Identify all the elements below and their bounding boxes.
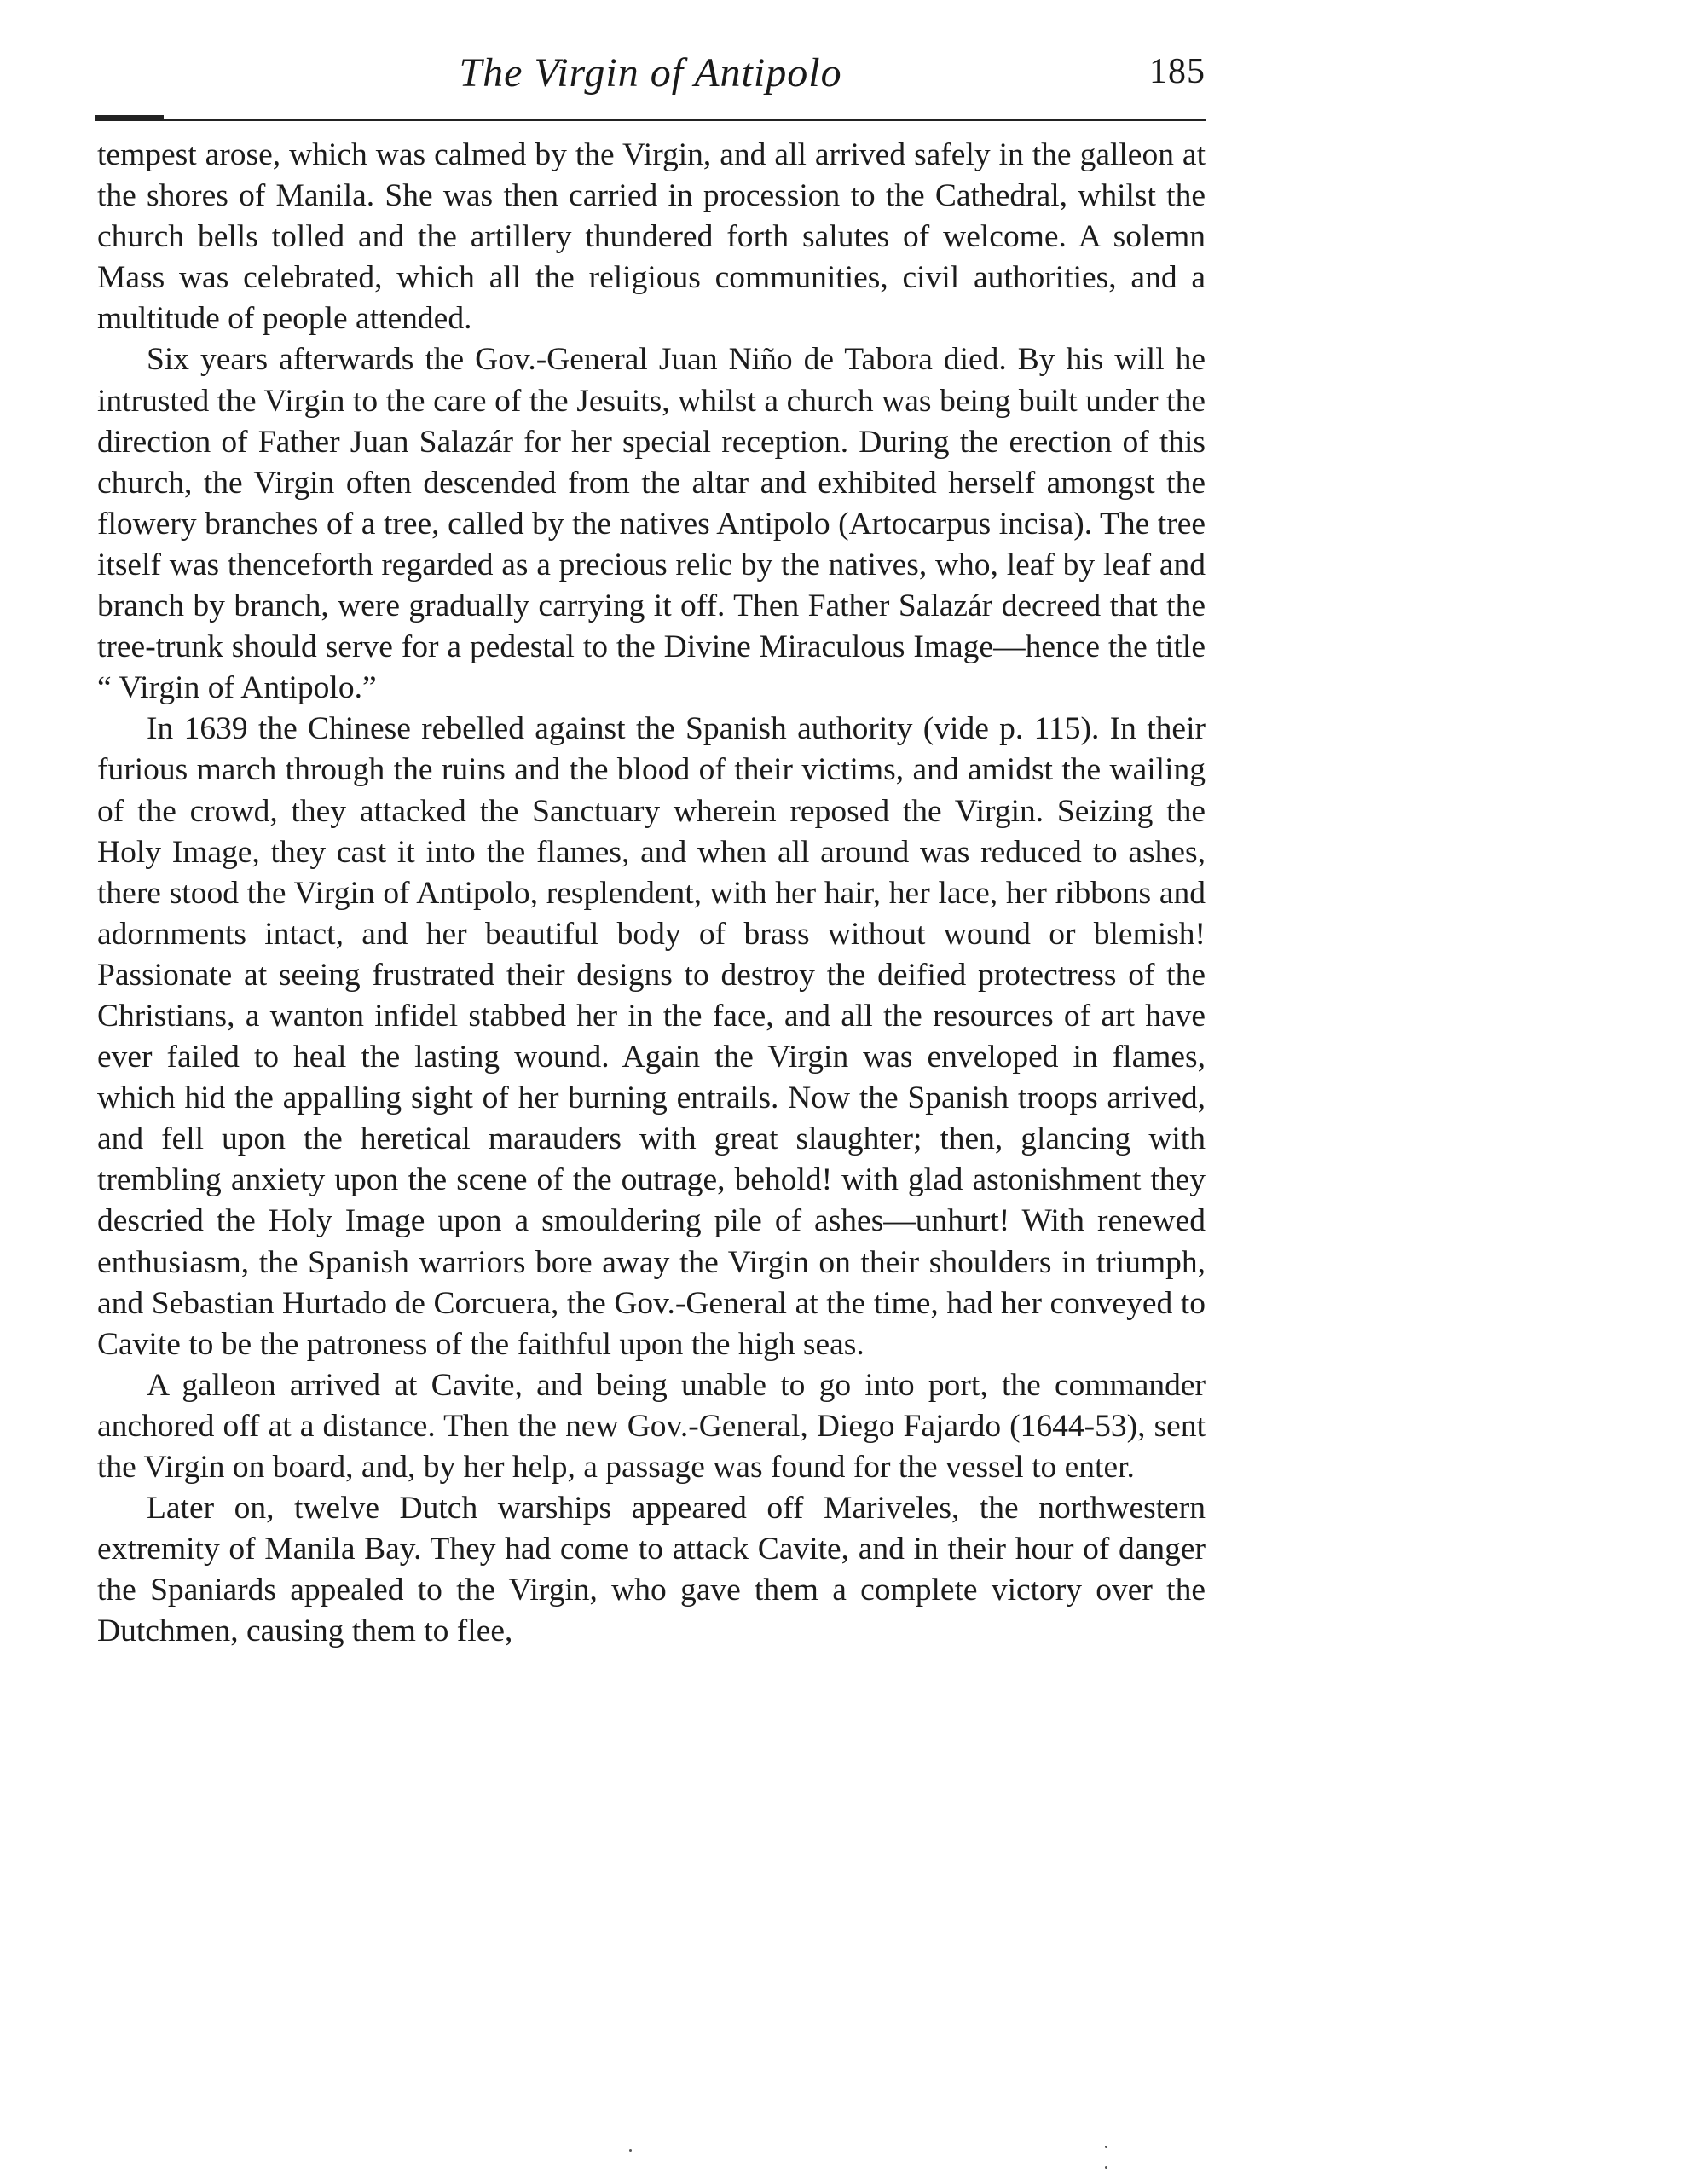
header-rule-mark	[95, 115, 164, 119]
paragraph-chinese-rebellion: In 1639 the Chinese rebelled against the Spanish authority (vide p. 115). In their furious march through the ruins and the blood of their victims, and amidst the wailing of the crowd, they attacked the Sanctuary wherein reposed the Virgin. Seizing the Holy Image, they cast it into the flames, and when all around was reduced to ashes, there stood the Virgin of Antipolo, resplendent, with her hair, her lace, her ribbons and adornments intact, and her beautiful body of brass without wound or blemish! Passionate at seeing frustrated their designs to destroy the deified protectress of the Christians, a wanton infidel stabbed her in the face, and all the resources of art have ever failed to heal the lasting wound. Again the Virgin was enveloped in flames, which hid the appalling sight of her burning entrails. Now the Spanish troops arrived, and fell upon the heretical marauders with great slaughter; then, glancing with trembling anxiety upon the scene of the outrage, behold! with glad astonishment they descried the Holy Image upon a smouldering pile of ashes—unhurt! With renewed enthusiasm, the Spanish warriors bore away the Virgin on their shoulders in triumph, and Sebastian Hurtado de Corcuera, the Gov.-General at the time, had her conveyed to Cavite to be the patroness of the faithful upon the high seas.	[97, 711, 1206, 1362]
page-number: 185	[1149, 52, 1206, 91]
running-head	[95, 49, 1206, 109]
scan-speck	[1105, 2166, 1107, 2169]
paragraph-continued: tempest arose, which was calmed by the Virgin, and all arrived safely in the galleon at the shores of Manila. She was then carried in procession to the Cathedral, whilst the church bells tolled and the artillery thundered forth salutes of welcome. A solemn Mass was celebrated, which all the religious communities, civil authorities, and a multitude of people attended.	[97, 137, 1206, 337]
scan-speck	[629, 2149, 632, 2152]
body-text	[97, 135, 1206, 1652]
header-rule	[95, 119, 1206, 121]
paragraph-gov-general-death: Six years afterwards the Gov.-General Juan Niño de Tabora died. By his will he intrusted the Virgin to the care of the Jesuits, whilst a church was being built under the direction of Father Juan Salazár for her special reception. During the erection of this church, the Virgin often descended from the altar and exhibited herself amongst the flowery branches of a tree, called by the natives Antipolo (Artocarpus incisa). The tree itself was thenceforth regarded as a precious relic by the natives, who, leaf by leaf and branch by branch, were gradually carrying it off. Then Father Salazár decreed that the tree-trunk should serve for a pedestal to the Divine Miraculous Image—hence the title “ Virgin of Antipolo.”	[97, 342, 1206, 706]
paragraph-dutch-warships: Later on, twelve Dutch warships appeared off Mariveles, the northwestern extremity of Manila Bay. They had come to attack Cavite, and in their hour of danger the Spaniards appealed to the Virgin, who gave them a complete victory over the Dutchmen, causing them to flee,	[97, 1491, 1206, 1649]
running-title: The Virgin of Antipolo	[459, 50, 842, 96]
scan-speck	[1105, 2146, 1107, 2148]
paragraph-galleon-cavite: A galleon arrived at Cavite, and being unable to go into port, the commander anchored off at a distance. Then the new Gov.-General, Diego Fajardo (1644-53), sent the Virgin on board, and, by her help, a passage was found for the vessel to enter.	[97, 1367, 1206, 1485]
